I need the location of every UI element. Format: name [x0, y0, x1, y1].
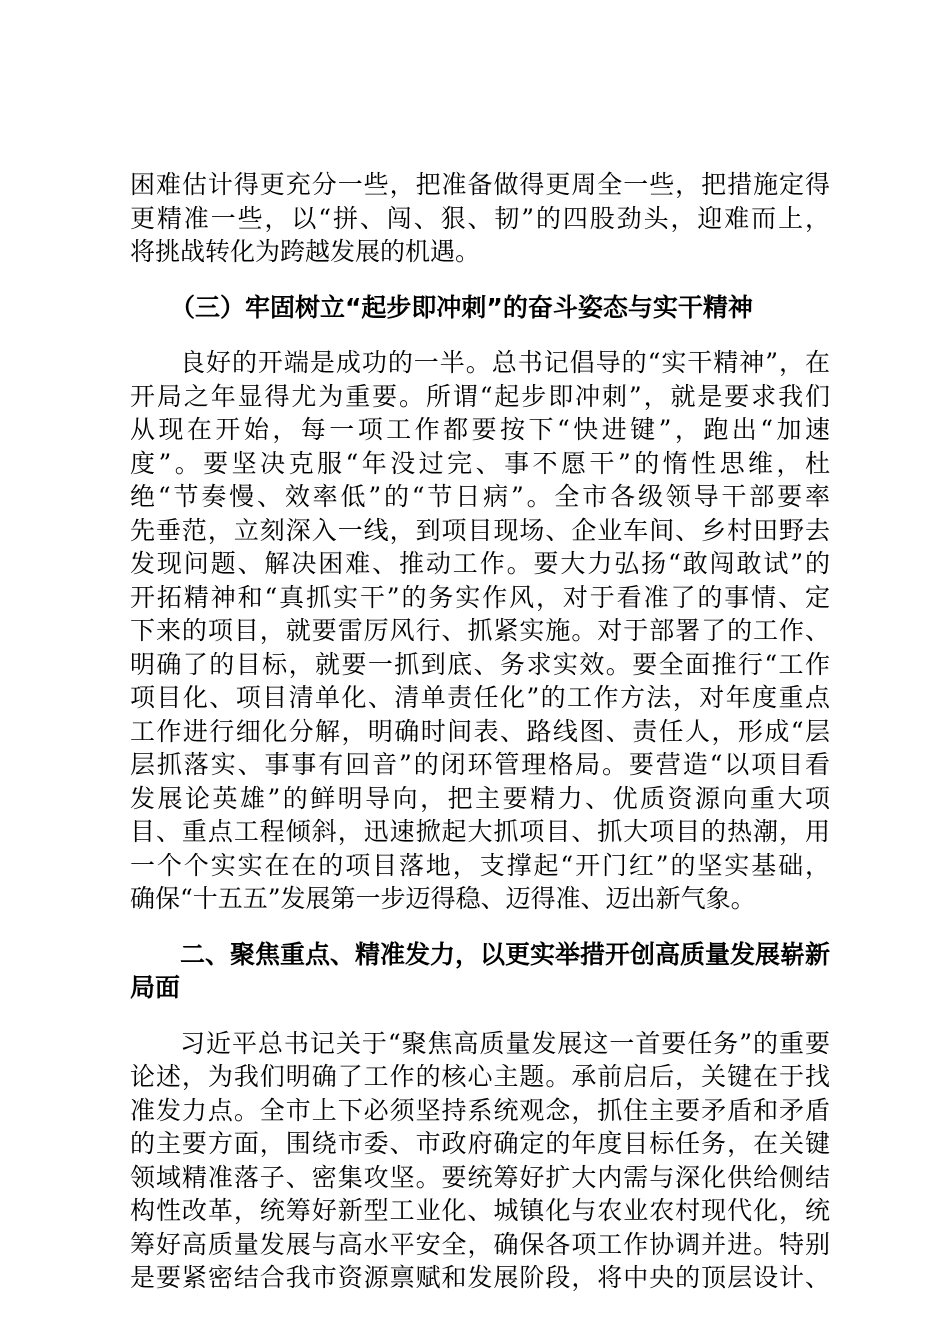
paragraph-continuation: [130, 168, 830, 269]
paragraph-body: [130, 346, 830, 916]
text-line: 良好的开端是成功的一半。总书记倡导的“实干精神”，在: [180, 348, 830, 377]
text-line: 是要紧密结合我市资源禀赋和发展阶段，将中央的顶层设计、: [130, 1263, 830, 1292]
text-line: 将挑战转化为跨越发展的机遇。: [130, 237, 481, 266]
section-subheading: [130, 291, 830, 325]
text-line: 目、重点工程倾斜，迅速掀起大抓项目、抓大项目的热潮，用: [130, 817, 830, 846]
text-line: 明确了的目标，就要一抓到底、务求实效。要全面推行“工作: [130, 649, 830, 679]
text-line: 习近平总书记关于“聚焦高质量发展这一首要任务”的重要: [180, 1028, 830, 1058]
text-line: 先垂范，立刻深入一线，到项目现场、企业车间、乡村田野去: [130, 515, 830, 545]
text-line: 准发力点。全市上下必须坚持系统观念，抓住主要矛盾和矛盾: [130, 1095, 830, 1125]
text-line: 构性改革，统筹好新型工业化、城镇化与农业农村现代化，统: [130, 1196, 830, 1225]
spacer: [130, 269, 830, 291]
document-page: [130, 168, 830, 1295]
text-line: 层抓落实、事事有回音”的闭环管理格局。要营造“以项目看: [130, 750, 830, 779]
paragraph-body: [130, 1027, 830, 1295]
section-heading: [130, 938, 830, 1005]
text-line: 开拓精神和“真抓实干”的务实作风，对于看准了的事情、定: [130, 582, 830, 612]
text-line: 筹好高质量发展与高水平安全，确保各项工作协调并进。特别: [130, 1229, 830, 1259]
text-line: 发展论英雄”的鲜明导向，把主要精力、优质资源向重大项: [130, 783, 830, 813]
text-line: 度”。要坚决克服“年没过完、事不愿干”的惰性思维，杜: [130, 448, 830, 478]
spacer: [130, 1005, 830, 1027]
text-line: 领域精准落子、密集攻坚。要统筹好扩大内需与深化供给侧结: [130, 1162, 830, 1192]
text-line: 项目化、项目清单化、清单责任化”的工作方法，对年度重点: [130, 683, 830, 712]
text-line: 从现在开始，每一项工作都要按下“快进键”，跑出“加速: [130, 415, 830, 444]
text-line: 绝“节奏慢、效率低”的“节日病”。全市各级领导干部要率: [130, 482, 830, 511]
heading-text: 二、聚焦重点、精准发力，以更实举措开创高质量发展崭新: [180, 939, 831, 969]
spacer: [130, 324, 830, 346]
spacer: [130, 916, 830, 938]
subheading-text: （三）牢固树立“起步即冲刺”的奋斗姿态与实干精神: [170, 292, 753, 322]
heading-text: 局面: [130, 973, 181, 1002]
text-line: 的主要方面，围绕市委、市政府确定的年度目标任务，在关键: [130, 1129, 830, 1158]
text-line: 确保“十五五”发展第一步迈得稳、迈得准、迈出新气象。: [130, 884, 756, 913]
text-line: 发现问题、解决困难、推动工作。要大力弘扬“敢闯敢试”的: [130, 549, 830, 578]
text-line: 工作进行细化分解，明确时间表、路线图、责任人，形成“层: [130, 716, 830, 746]
text-line: 论述，为我们明确了工作的核心主题。承前启后，关键在于找: [130, 1062, 830, 1091]
text-line: 一个个实实在在的项目落地，支撑起“开门红”的坚实基础，: [130, 850, 830, 880]
text-line: 开局之年显得尤为重要。所谓“起步即冲刺”，就是要求我们: [130, 381, 830, 411]
text-line: 下来的项目，就要雷厉风行、抓紧实施。对于部署了的工作、: [130, 616, 830, 645]
text-line: 困难估计得更充分一些，把准备做得更周全一些，把措施定得: [130, 170, 830, 199]
text-line: 更精准一些，以“拼、闯、狠、韧”的四股劲头，迎难而上，: [130, 203, 830, 233]
